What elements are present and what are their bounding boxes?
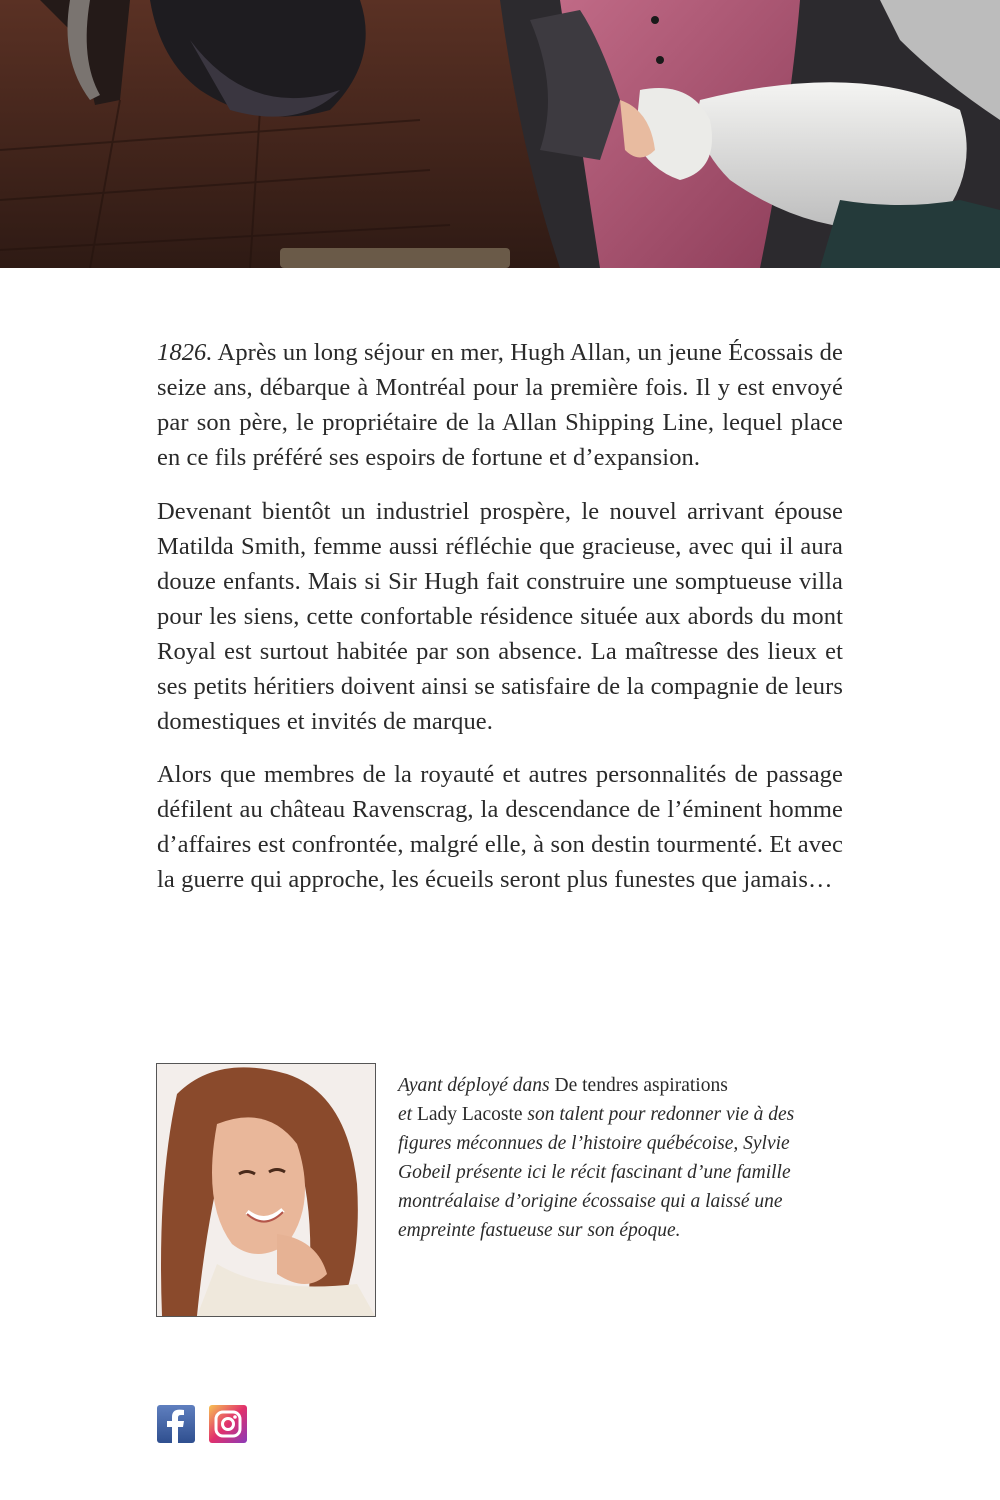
synopsis-paragraph-3: Alors que membres de la royauté et autres personnalités de passage défilent au château Ravenscrag, la descendance de l’éminent homme d’affaires est confrontée, malgré elle, à son destin tourmenté. Et avec la guerre qui approche, les écueils seront plus funestes que jamais… xyxy=(157,761,843,893)
synopsis-paragraph-2: Devenant bientôt un industriel prospère, le nouvel arrivant épouse Matilda Smith, femme aussi réfléchie que gracieuse, avec qui il aura douze enfants. Mais si Sir Hugh fait construire une somptueuse villa pour les siens, cette confortable résidence située aux abords du mont Royal est surtout habitée par son absence. La maîtresse des lieux et ses petits héritiers doivent ainsi se satisfaire de la compagnie de leurs domestiques et invités de marque. xyxy=(157,498,843,735)
synopsis xyxy=(157,335,843,915)
synopsis-year: 1826. xyxy=(157,339,213,366)
facebook-icon[interactable] xyxy=(157,1405,195,1443)
author-blurb-intro: Ayant déployé dans xyxy=(398,1075,555,1096)
painting-illustration xyxy=(0,0,1000,268)
author-portrait-icon xyxy=(157,1064,375,1316)
book-title-2: Lady Lacoste xyxy=(416,1104,523,1125)
author-blurb-conj: et xyxy=(398,1104,417,1125)
instagram-icon[interactable] xyxy=(209,1405,247,1443)
synopsis-paragraph-1 xyxy=(157,335,843,475)
hero-painting xyxy=(0,0,1000,268)
author-blurb-rest: son talent pour redonner vie à des figures méconnues de l’histoire québécoise, Sylvie Gobeil présente ici le récit fascinant d’une famille montréalaise d’origine écossaise qui a laissé une empreinte fastueuse sur son époque. xyxy=(398,1104,795,1241)
author-photo xyxy=(156,1063,376,1317)
book-title-1: De tendres aspirations xyxy=(554,1075,728,1096)
synopsis-paragraph-1-text: Après un long séjour en mer, Hugh Allan, un jeune Écossais de seize ans, débarque à Montréal pour la première fois. Il y est envoyé par son père, le propriétaire de la Allan Shipping Line, lequel place en ce fils préféré ses espoirs de fortune et d’expansion. xyxy=(157,339,843,471)
author-blurb xyxy=(398,1071,843,1245)
